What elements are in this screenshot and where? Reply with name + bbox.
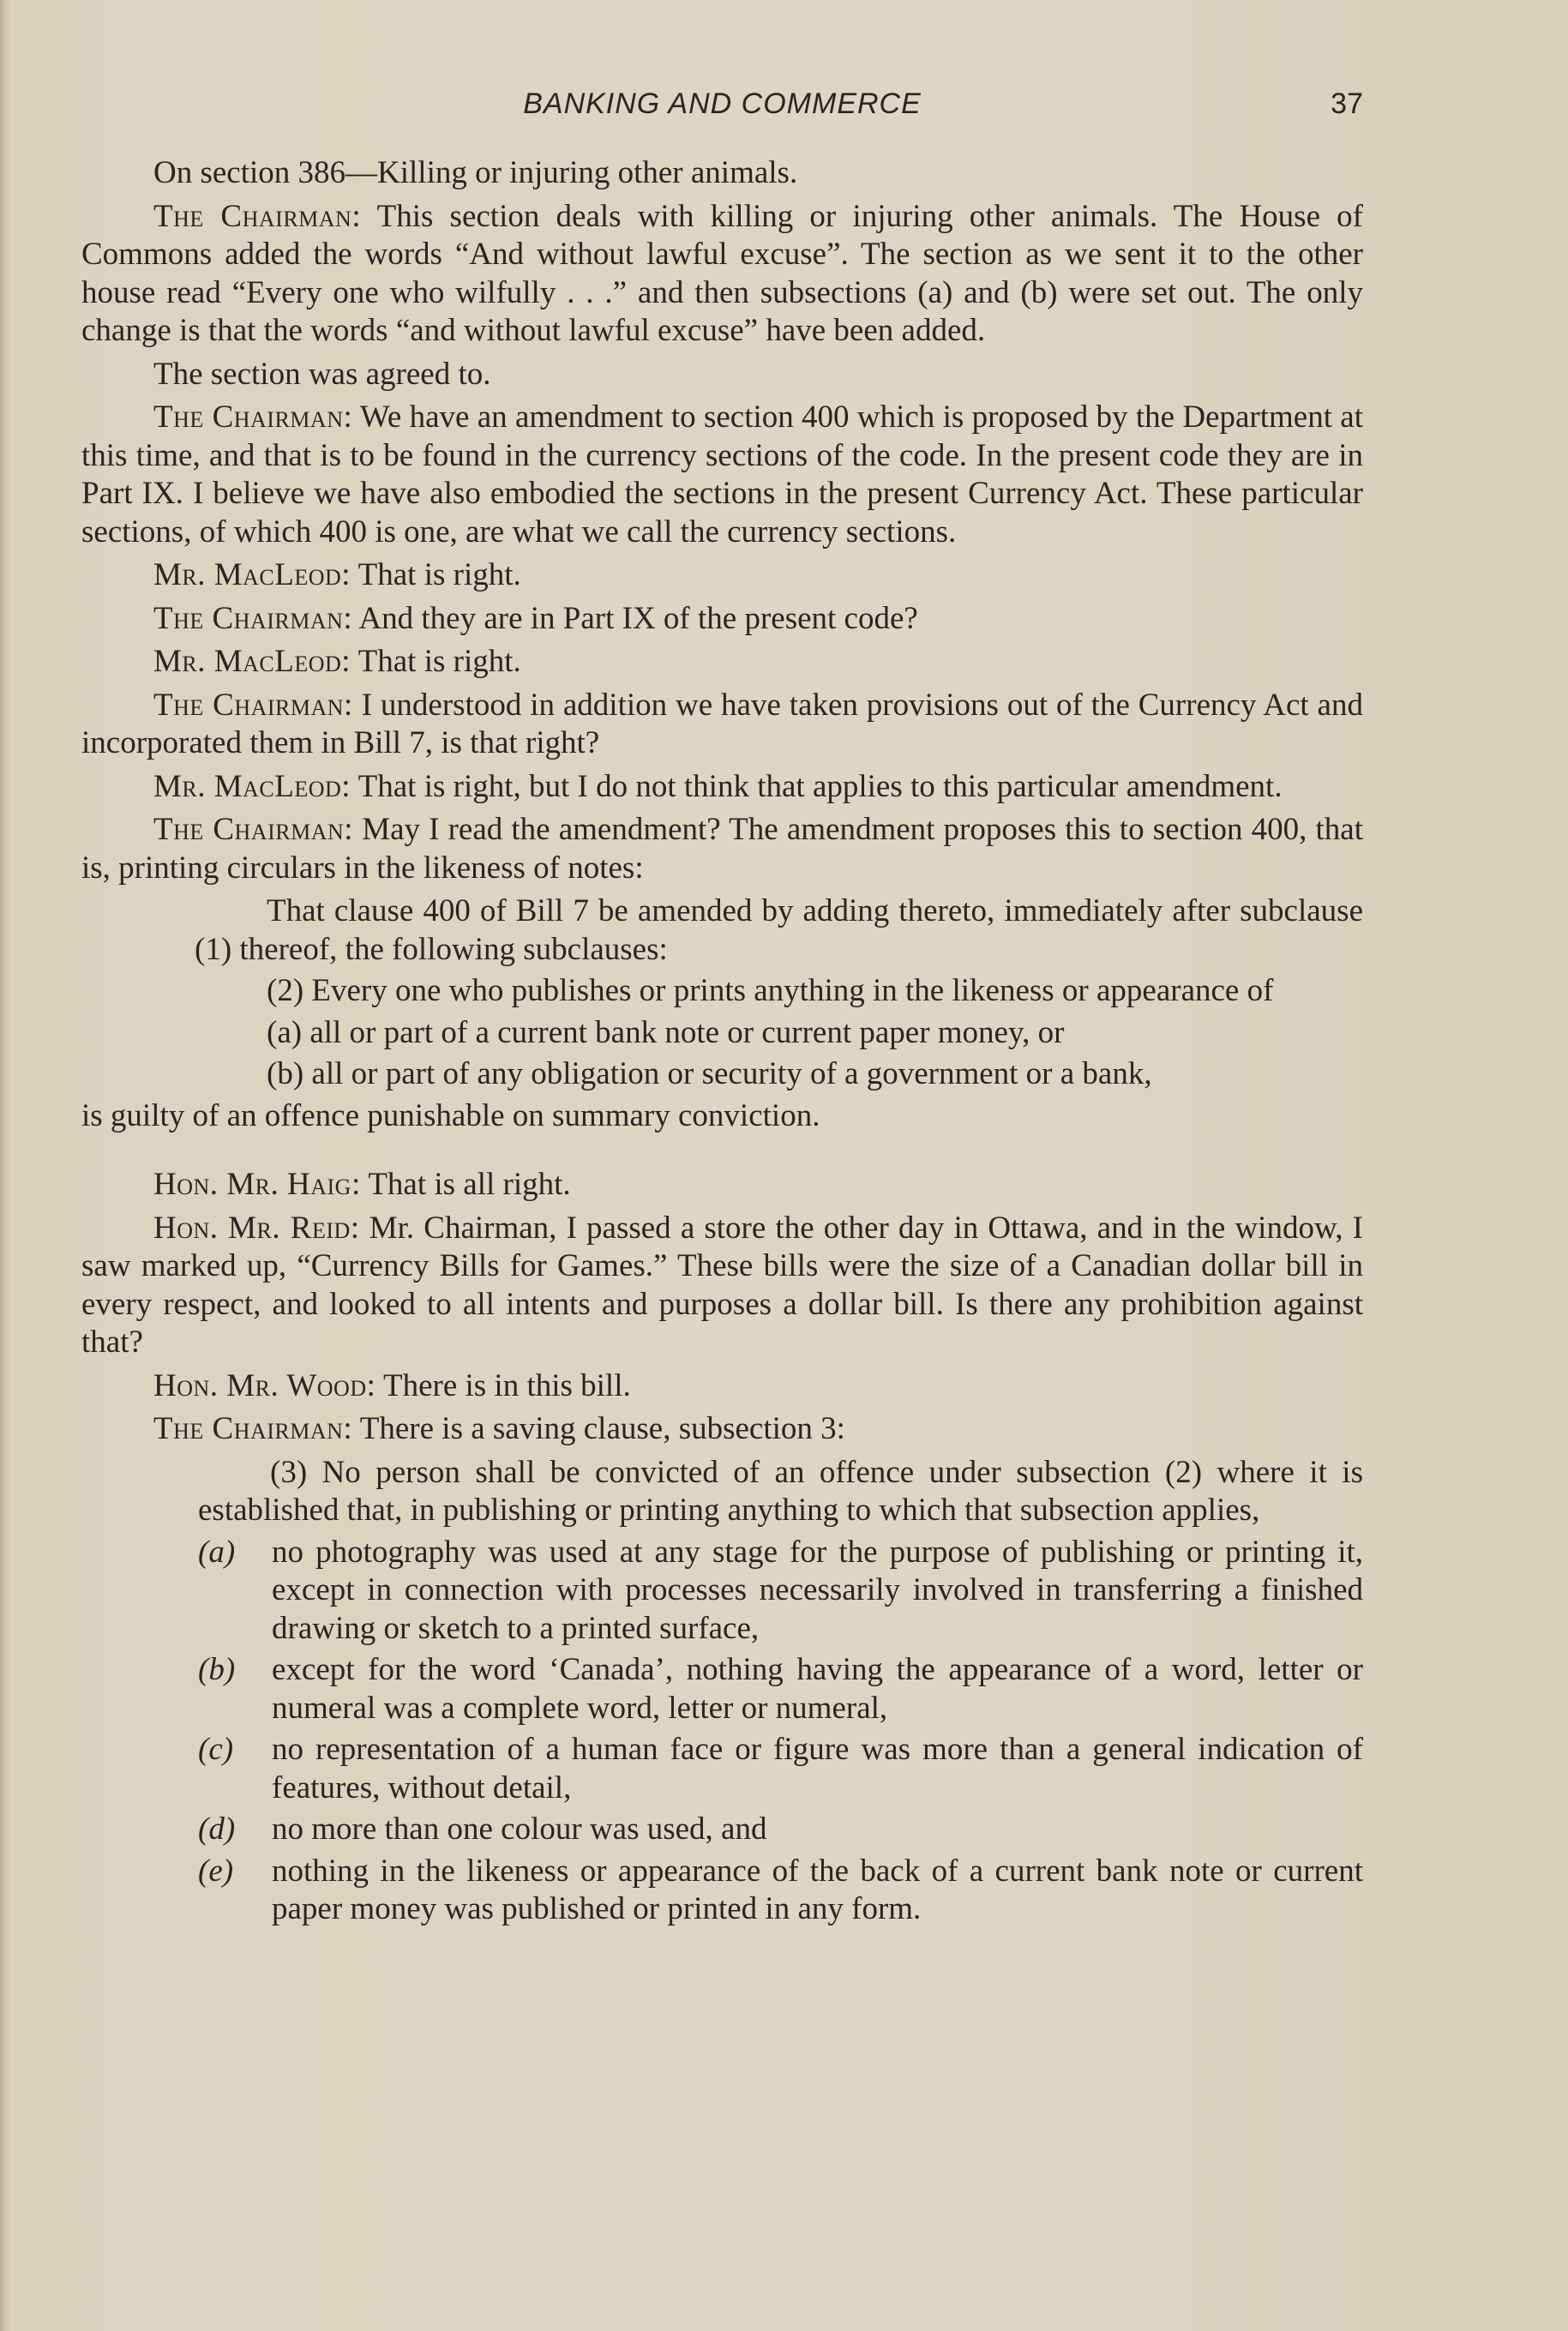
page-number: 37 [1331, 87, 1363, 120]
speaker: Hon. Mr. Wood: [153, 1367, 376, 1403]
paragraph: The section was agreed to. [153, 356, 491, 392]
page-header [81, 87, 1363, 130]
saving-clause-item [198, 1651, 1363, 1727]
paragraph [81, 1367, 1363, 1406]
paragraph [81, 1410, 1363, 1449]
paragraph [81, 1210, 1363, 1362]
item-marker: (d) [198, 1811, 236, 1847]
saving-clause-item [198, 1731, 1363, 1807]
speech: There is in this bill. [375, 1367, 631, 1403]
speaker: The Chairman: [153, 600, 353, 636]
paragraph [81, 600, 1363, 639]
saving-clause-item [198, 1811, 1363, 1849]
speaker: The Chairman: [153, 812, 354, 847]
speech: That is all right. [360, 1167, 571, 1202]
speaker: The Chairman: [153, 198, 362, 234]
paragraph [81, 768, 1363, 807]
amendment-text: That clause 400 of Bill 7 be amended by adding thereto, immediately after subclause (1) thereof, the following subclauses: [195, 893, 1363, 967]
paragraph [81, 687, 1363, 763]
speech: That is right, but I do not think that applies to this particular amendment. [351, 768, 1283, 804]
speaker: Mr. MacLeod: [153, 644, 351, 679]
speaker: Mr. MacLeod: [153, 557, 351, 592]
speech: Mr. Chairman, I passed a store the other day in Ottawa, and in the window, I saw marked up, “Currency Bills for Games.” These bills were the size of a Canadian dollar bill in every respect, and looked to all intents and purposes a dollar bill. Is there any prohibition against that? [81, 1210, 1363, 1360]
item-text: no more than one colour was used, and [272, 1811, 767, 1847]
item-marker: (c) [198, 1732, 234, 1767]
paragraph [81, 811, 1363, 887]
item-text: nothing in the likeness or appearance of the back of a current bank note or current paper money was published or printed in any form. [272, 1853, 1363, 1926]
saving-clause-item [198, 1853, 1363, 1929]
saving-clause-intro: (3) No person shall be convicted of an offence under subsection (2) where it is established that, in publishing or printing anything to which that subsection applies, [198, 1454, 1363, 1528]
paragraph [81, 198, 1363, 351]
speech: I understood in addition we have taken provisions out of the Currency Act and incorporated them in Bill 7, is that right? [81, 687, 1363, 760]
speaker: Hon. Mr. Haig: [153, 1167, 361, 1202]
speaker: The Chairman: [153, 687, 353, 723]
item-text: except for the word ‘Canada’, nothing having the appearance of a word, letter or numeral was a complete word, letter or numeral, [272, 1652, 1363, 1726]
speech: We have an amendment to section 400 which is proposed by the Department at this time, and that is to be found in the currency sections of the code. In the present code they are in Part IX. I believe we have also embodied the sections in the present Currency Act. These particular sections, of which 400 is one, are what we call the currency sections. [81, 400, 1363, 550]
item-marker: (b) [198, 1652, 236, 1687]
paragraph: On section 386—Killing or injuring other animals. [153, 155, 798, 190]
saving-clause [198, 1454, 1363, 1929]
running-head: BANKING AND COMMERCE [523, 87, 922, 120]
speaker: The Chairman: [153, 1411, 353, 1446]
saving-clause-items [198, 1534, 1363, 1929]
speech: That is right. [351, 644, 521, 679]
amendment-item: (b) all or part of any obligation or security of a government or a bank, [267, 1056, 1152, 1091]
speech: May I read the amendment? The amendment proposes this to section 400, that is, printing circulars in the likeness of notes: [81, 812, 1363, 886]
saving-clause-item [198, 1534, 1363, 1649]
item-text: no photography was used at any stage for the purpose of publishing or printing it, except in connection with processes necessarily involved in transferring a finished drawing or sketch to a printed surface, [272, 1534, 1363, 1646]
item-text: no representation of a human face or figure was more than a general indication of features, without detail, [272, 1732, 1363, 1805]
amendment-subclause: (2) Every one who publishes or prints anything in the likeness or appearance of [267, 973, 1274, 1008]
speech: There is a saving clause, subsection 3: [352, 1411, 845, 1446]
amendment-quote [195, 892, 1363, 1094]
amendment-item: (a) all or part of a current bank note or current paper money, or [267, 1014, 1065, 1050]
paragraph [81, 556, 1363, 595]
spacer [81, 1140, 1363, 1166]
speech: And they are in Part IX of the present code? [352, 600, 918, 636]
paragraph [81, 1166, 1363, 1205]
item-marker: (a) [198, 1534, 236, 1570]
page-body [81, 154, 1363, 1932]
speech: That is right. [351, 557, 521, 592]
speaker: Mr. MacLeod: [153, 768, 351, 804]
paragraph [81, 643, 1363, 682]
amendment-conclusion: is guilty of an offence punishable on summary conviction. [81, 1097, 820, 1133]
item-marker: (e) [198, 1853, 234, 1889]
paragraph [81, 399, 1363, 551]
speaker: The Chairman: [153, 400, 353, 435]
speaker: Hon. Mr. Reid: [153, 1210, 360, 1246]
speech: This section deals with killing or injuring other animals. The House of Commons added the words “And without lawful excuse”. The section as we sent it to the other house read “Every one who wilfully . . .” and then subsections (a) and (b) were set out. The only change is that the words “and without lawful excuse” have been added. [81, 198, 1363, 348]
